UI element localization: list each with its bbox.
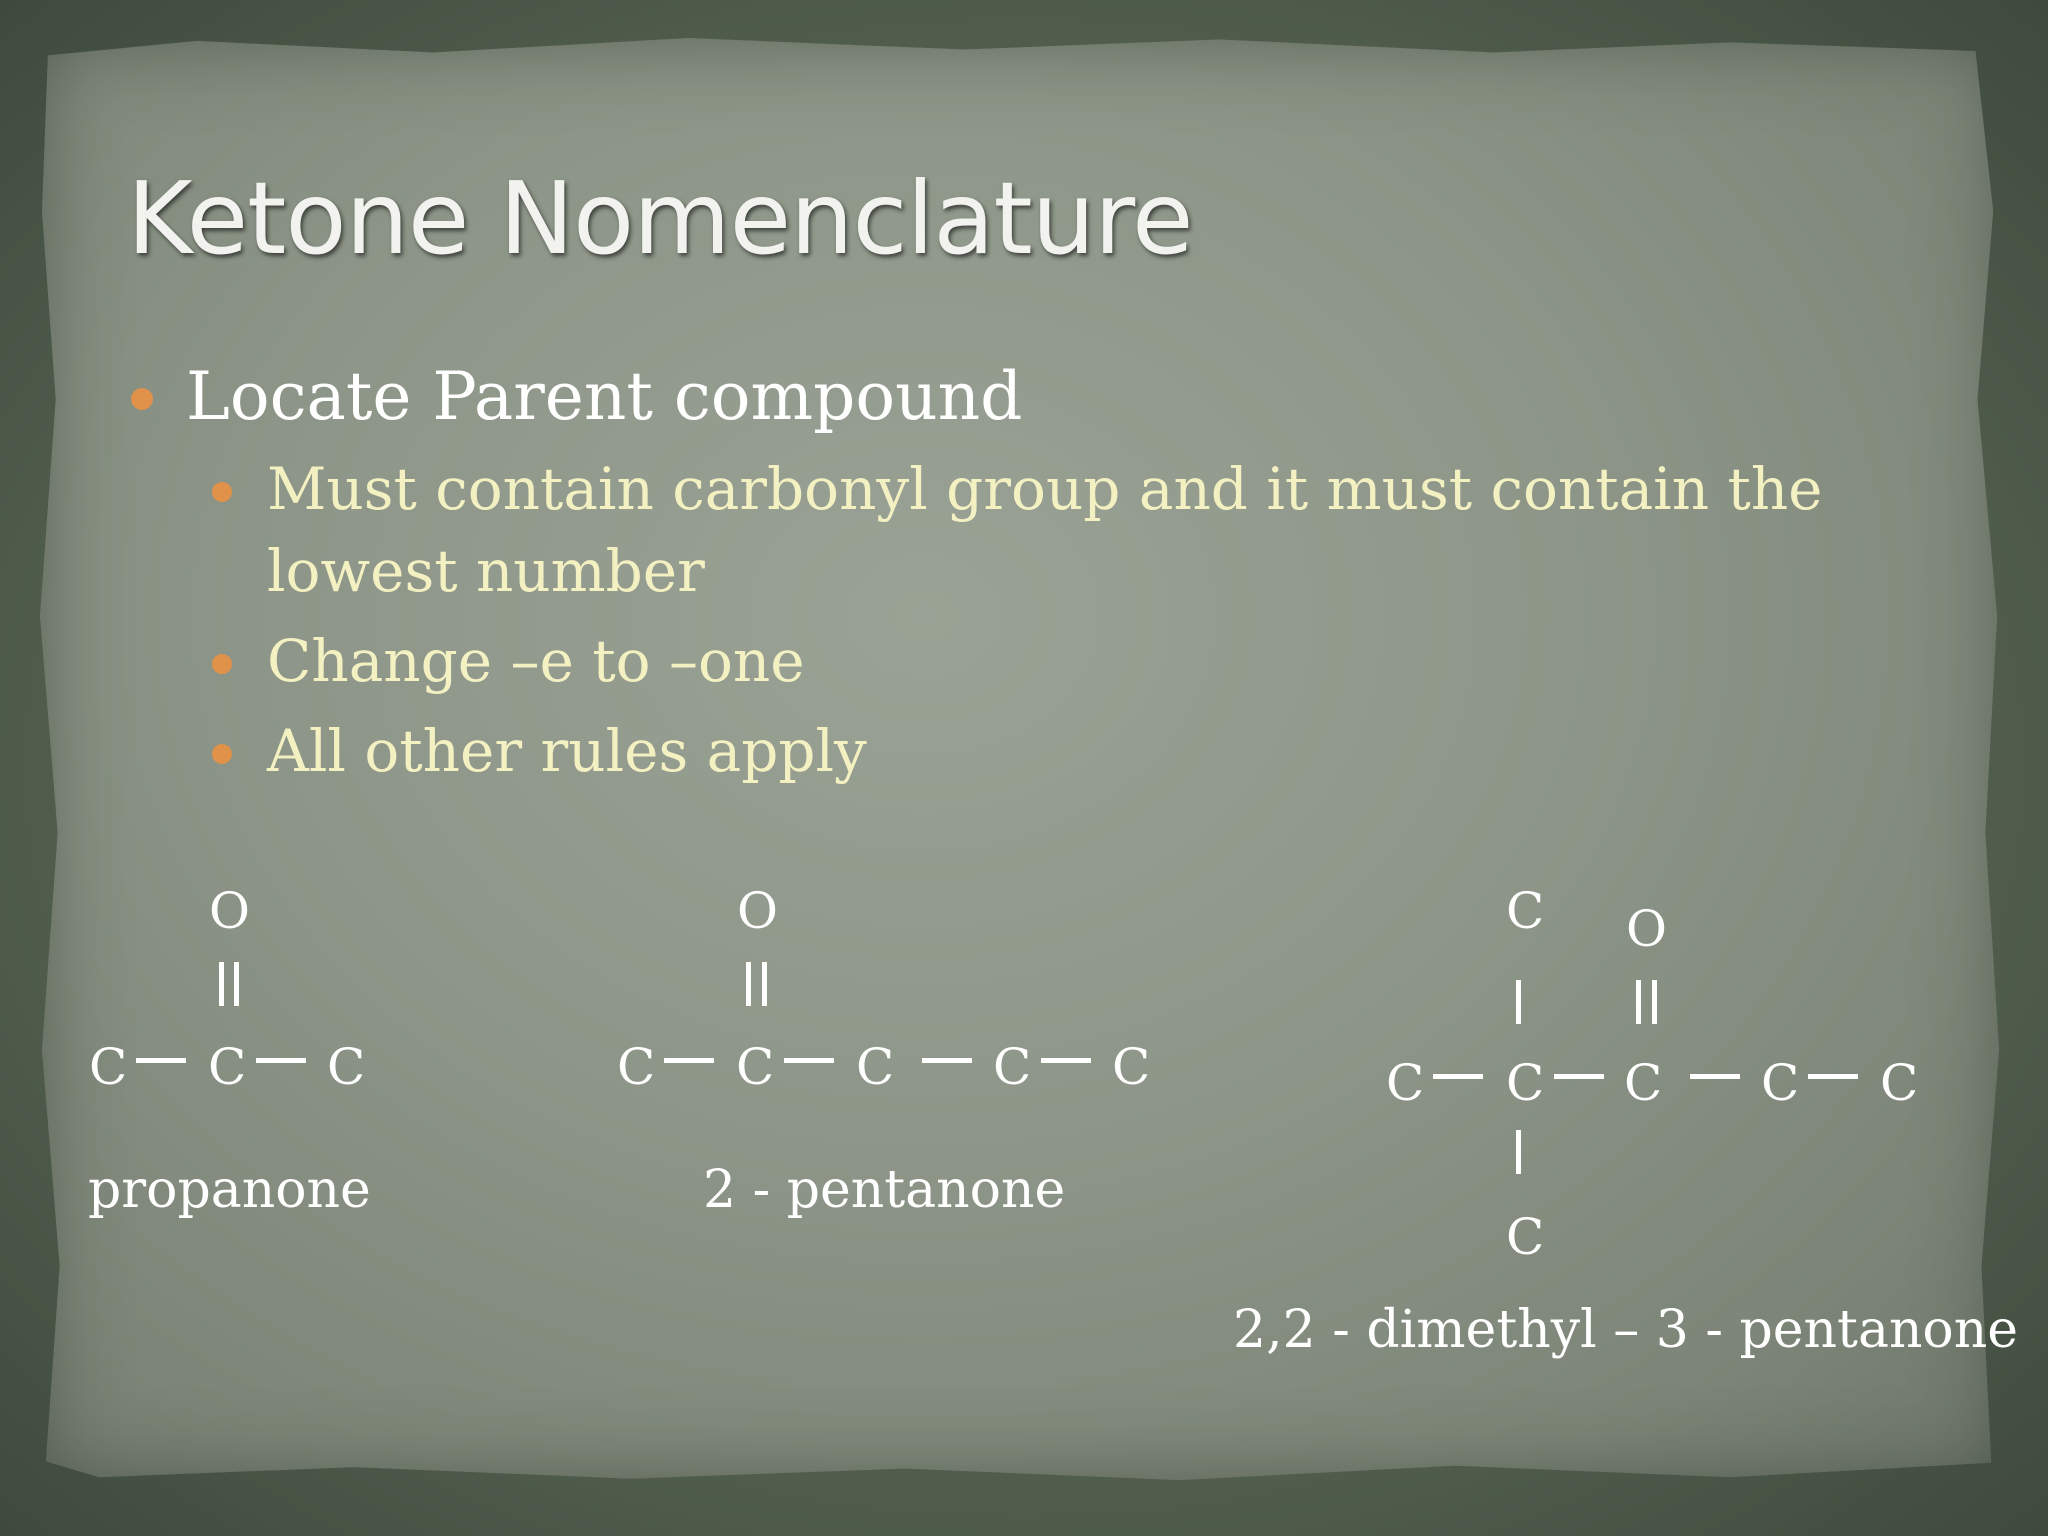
- single-bond: [664, 1058, 714, 1063]
- compound-name: 2 - pentanone: [703, 1160, 1066, 1220]
- single-bond-vertical: [1516, 980, 1521, 1024]
- carbon-atom: C: [856, 1038, 895, 1096]
- carbon-atom: C: [208, 1038, 247, 1096]
- carbon-atom: C: [1506, 1054, 1545, 1112]
- compound-name: 2,2 - dimethyl – 3 - pentanone: [1233, 1300, 2019, 1360]
- bullet-main: Locate Parent compound: [186, 358, 1023, 435]
- sub-bullet-suffix-change: Change –e to –one: [267, 627, 805, 695]
- carbon-atom: C: [1761, 1054, 1800, 1112]
- double-bond-line: [234, 962, 239, 1006]
- carbon-atom: C: [1112, 1038, 1151, 1096]
- double-bond-line: [762, 962, 767, 1006]
- methyl-carbon-atom: C: [1506, 882, 1545, 940]
- sub-bullet-dot: [212, 482, 232, 502]
- single-bond: [1041, 1058, 1091, 1063]
- oxygen-atom: O: [209, 882, 250, 940]
- sub-bullet-dot: [212, 654, 232, 674]
- single-bond: [922, 1058, 972, 1063]
- single-bond: [136, 1058, 186, 1063]
- single-bond: [1690, 1074, 1740, 1079]
- double-bond-line: [1636, 980, 1641, 1024]
- carbon-atom: C: [1624, 1054, 1663, 1112]
- bullet-dot: [131, 388, 153, 410]
- carbon-atom: C: [617, 1038, 656, 1096]
- single-bond: [1433, 1074, 1483, 1079]
- double-bond-line: [219, 962, 224, 1006]
- slide-title: Ketone Nomenclature: [127, 160, 1193, 277]
- compound-name: propanone: [88, 1160, 371, 1220]
- methyl-carbon-atom: C: [1506, 1208, 1545, 1266]
- sub-bullet-dot: [212, 744, 232, 764]
- carbon-atom: C: [89, 1038, 128, 1096]
- double-bond-line: [1652, 980, 1657, 1024]
- oxygen-atom: O: [1626, 900, 1667, 958]
- carbon-atom: C: [327, 1038, 366, 1096]
- sub-bullet-carbonyl-line2: lowest number: [267, 537, 705, 605]
- carbon-atom: C: [1386, 1054, 1425, 1112]
- single-bond: [256, 1058, 306, 1063]
- single-bond: [784, 1058, 834, 1063]
- single-bond-vertical: [1516, 1130, 1521, 1174]
- carbon-atom: C: [736, 1038, 775, 1096]
- sub-bullet-other-rules: All other rules apply: [267, 717, 867, 785]
- carbon-atom: C: [1880, 1054, 1919, 1112]
- oxygen-atom: O: [737, 882, 778, 940]
- sub-bullet-carbonyl-line1: Must contain carbonyl group and it must contain the: [267, 455, 1823, 523]
- single-bond: [1808, 1074, 1858, 1079]
- carbon-atom: C: [993, 1038, 1032, 1096]
- single-bond: [1554, 1074, 1604, 1079]
- double-bond-line: [746, 962, 751, 1006]
